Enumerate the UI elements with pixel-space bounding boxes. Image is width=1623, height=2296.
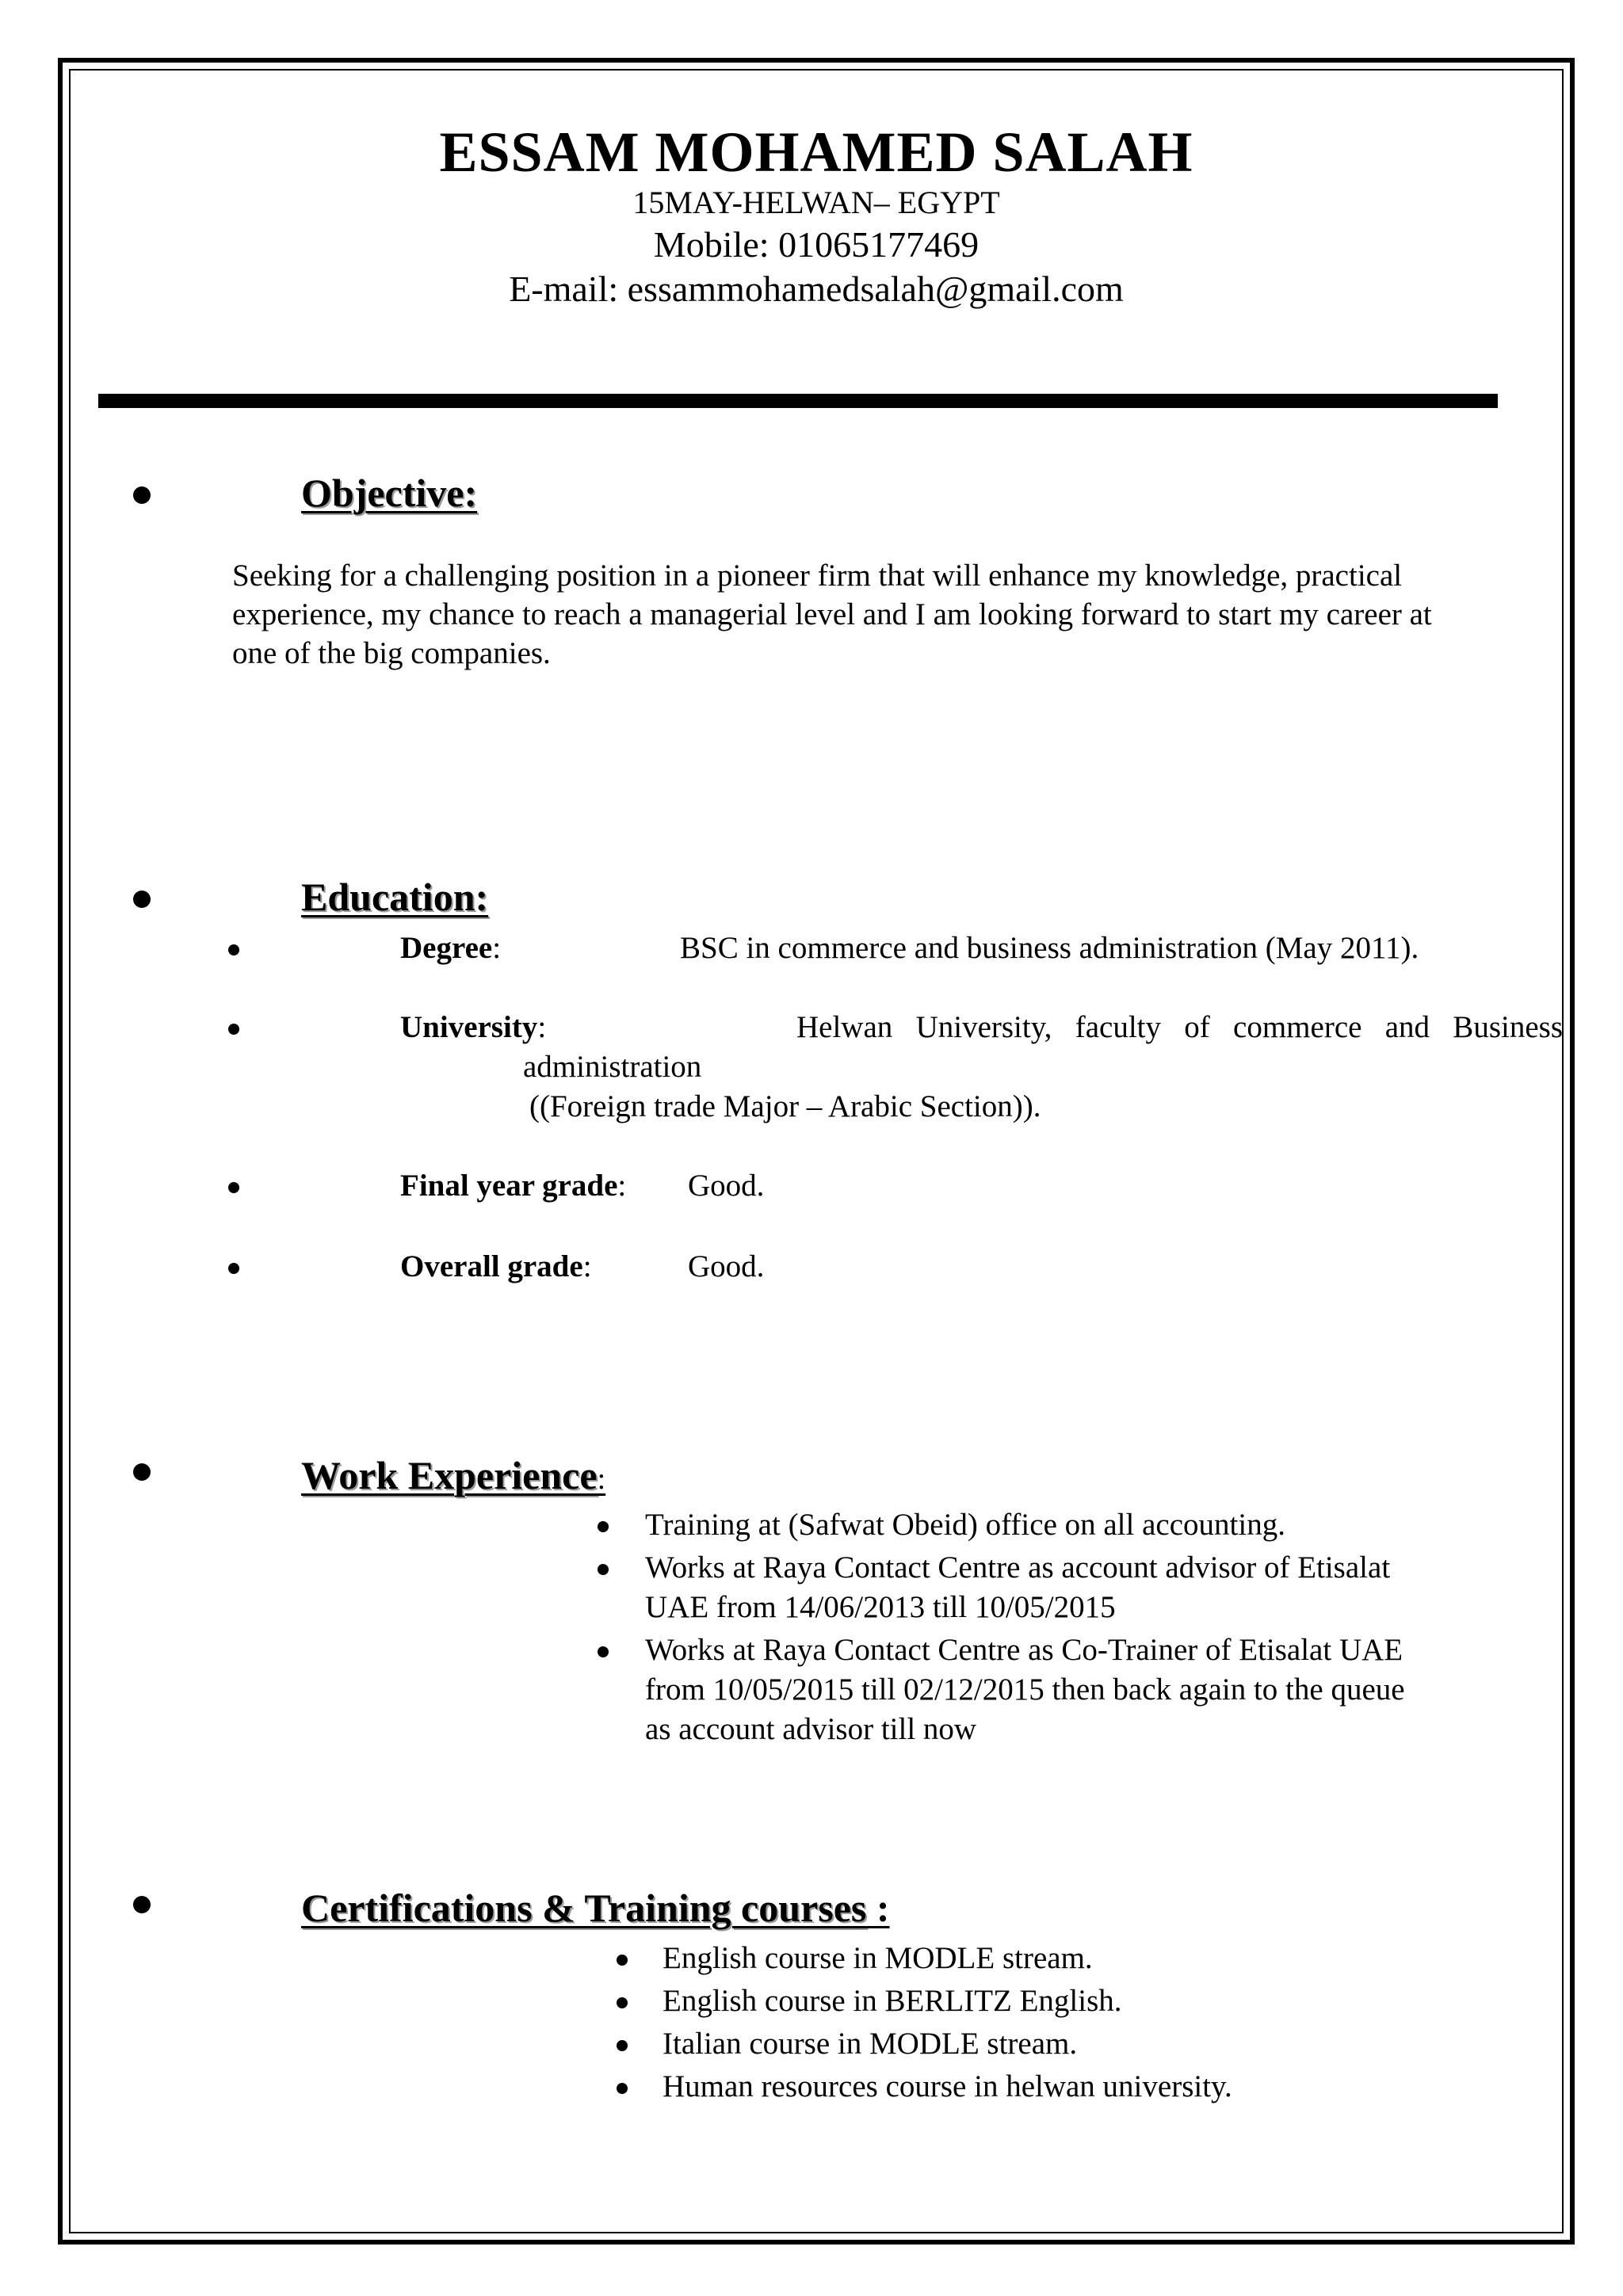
university-label: University: xyxy=(400,1010,547,1044)
candidate-email: E-mail: essammohamedsalah@gmail.com xyxy=(509,269,1124,309)
section-bullet-work xyxy=(133,1463,151,1481)
list-bullet xyxy=(617,2083,628,2094)
objective-line: one of the big companies. xyxy=(232,636,551,670)
objective-line: experience, my chance to reach a managerial level and I am looking forward to start my career at xyxy=(232,597,1432,631)
section-bullet-education xyxy=(133,891,151,908)
candidate-address: 15MAY-HELWAN– EGYPT xyxy=(632,185,1000,220)
degree-value: BSC in commerce and business administration (May 2011). xyxy=(680,931,1419,965)
work-heading: Work Experience: xyxy=(301,1453,606,1497)
degree-label: Degree: xyxy=(400,931,502,965)
list-bullet xyxy=(617,1955,628,1966)
list-bullet xyxy=(228,1182,239,1193)
list-bullet xyxy=(598,1521,609,1532)
certifications-heading: Certifications & Training courses : xyxy=(301,1886,890,1930)
overall-grade-label: Overall grade: xyxy=(400,1249,592,1283)
education-heading: Education: xyxy=(301,875,489,919)
section-bullet-certifications xyxy=(133,1896,151,1913)
candidate-mobile: Mobile: 01065177469 xyxy=(653,224,980,265)
list-bullet xyxy=(617,1997,628,2008)
list-bullet xyxy=(598,1646,609,1657)
list-bullet xyxy=(228,1263,239,1274)
final-grade-label: Final year grade: xyxy=(400,1169,627,1203)
objective-heading: Objective: xyxy=(301,471,478,515)
university-value-line3: ((Foreign trade Major – Arabic Section)). xyxy=(529,1089,1041,1123)
list-bullet xyxy=(617,2040,628,2051)
university-value-line2: administration xyxy=(523,1050,702,1084)
section-bullet-objective xyxy=(133,486,151,504)
list-bullet xyxy=(228,944,239,955)
final-grade-value: Good. xyxy=(688,1169,765,1203)
list-bullet xyxy=(598,1564,609,1575)
objective-line: Seeking for a challenging position in a pioneer firm that will enhance my knowledge, practical xyxy=(232,559,1403,593)
list-bullet xyxy=(228,1024,239,1035)
objective-text xyxy=(232,556,1532,673)
university-value-line1: Helwan University, faculty of commerce and Business xyxy=(796,1010,1563,1044)
header-divider xyxy=(98,394,1498,408)
overall-grade-value: Good. xyxy=(688,1249,765,1283)
candidate-name: ESSAM MOHAMED SALAH xyxy=(439,120,1193,184)
